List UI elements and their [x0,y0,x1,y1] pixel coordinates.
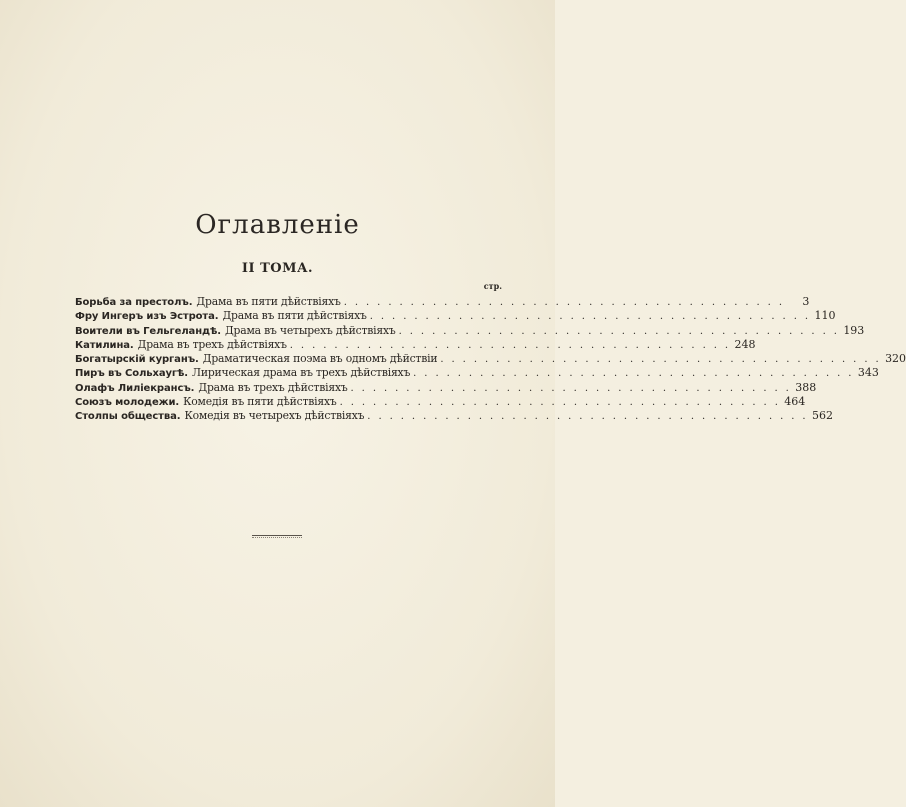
toc-entry [75,309,836,323]
toc-entry-page: 110 [814,309,836,323]
toc-entry-description: Драма въ трехъ дѣйствіяхъ [137,337,287,351]
toc-entry-title: Воители въ Гельгеландѣ. [75,325,221,337]
toc-entry-description: Драма въ пяти дѣйствіяхъ [196,295,341,308]
toc-entry [75,395,806,409]
table-of-contents [75,295,906,424]
dot-leader: . . . . . . . . . . . . . . . . . . . . . . . . . . . . . . . . . . . . . . . . [339,397,781,409]
contents-heading: Оглавленіе [195,210,360,240]
toc-entry [75,366,879,380]
toc-entry [75,295,810,309]
toc-entry-page: 193 [843,323,865,337]
toc-entry-description: Драма въ четырехъ дѣйствіяхъ [224,323,396,337]
toc-entry-page: 320 [885,352,906,366]
dot-leader: . . . . . . . . . . . . . . . . . . . . . . . . . . . . . . . . . . . . . . . . [413,368,854,380]
toc-entry-title: Олафъ Лиліекрансъ. [75,382,195,394]
toc-entry-description: Драма въ трехъ дѣйствіяхъ [198,380,348,394]
toc-entry-title: Борьба за престолъ. [75,297,193,308]
dot-leader: . . . . . . . . . . . . . . . . . . . . . . . . . . . . . . . . . . . . . . . . [398,325,840,337]
toc-entry-page: 343 [857,366,879,380]
toc-entry-title: Богатырскій курганъ. [75,354,199,366]
toc-entry-title: Катилина. [75,339,134,351]
toc-entry-page: 248 [734,337,756,351]
toc-entry-description: Комедія въ четырехъ дѣйствіяхъ [184,409,365,423]
toc-entry [75,337,756,352]
toc-entry-description: Драма въ пяти дѣйствіяхъ [222,309,367,323]
toc-entry-page: 464 [784,395,806,409]
dot-leader: . . . . . . . . . . . . . . . . . . . . . . . . . . . . . . . . . . . . . . . . [367,411,809,423]
toc-entry [75,409,834,423]
toc-entry-title: Фру Ингеръ изъ Эстрота. [75,311,219,323]
toc-entry-description: Лирическая драма въ трехъ дѣйствіяхъ [192,366,411,380]
toc-entry-page: 388 [795,380,817,394]
toc-entry-description: Драматическая поэма въ одномъ дѣйствіи [202,352,438,366]
dot-leader: . . . . . . . . . . . . . . . . . . . . . . . . . . . . . . . . . . . . . . . . [369,311,811,323]
toc-entry [75,380,817,395]
toc-entry-description: Комедія въ пяти дѣйствіяхъ [183,395,337,409]
page-column-label: стр. [483,281,502,291]
dot-leader: . . . . . . . . . . . . . . . . . . . . . . . . . . . . . . . . . . . . . . . . [350,382,792,394]
toc-entry-title: Союзъ молодежи. [75,397,180,409]
dot-leader: . . . . . . . . . . . . . . . . . . . . . . . . . . . . . . . . . . . . . . . . [440,354,882,366]
toc-entry [75,352,906,366]
toc-entry [75,323,865,338]
toc-entry-title: Пиръ въ Сольхаугѣ. [75,368,189,380]
toc-entry-page: 3 [802,295,810,308]
toc-entry-page: 562 [812,409,834,423]
decorative-rule [252,535,302,536]
dot-leader: . . . . . . . . . . . . . . . . . . . . . . . . . . . . . . . . . . . . . . . . [289,339,731,351]
dot-leader: . . . . . . . . . . . . . . . . . . . . . . . . . . . . . . . . . . . . . . . . [343,297,785,308]
volume-heading: II ТОМА. [241,261,314,276]
toc-entry-title: Столпы общества. [75,411,181,423]
